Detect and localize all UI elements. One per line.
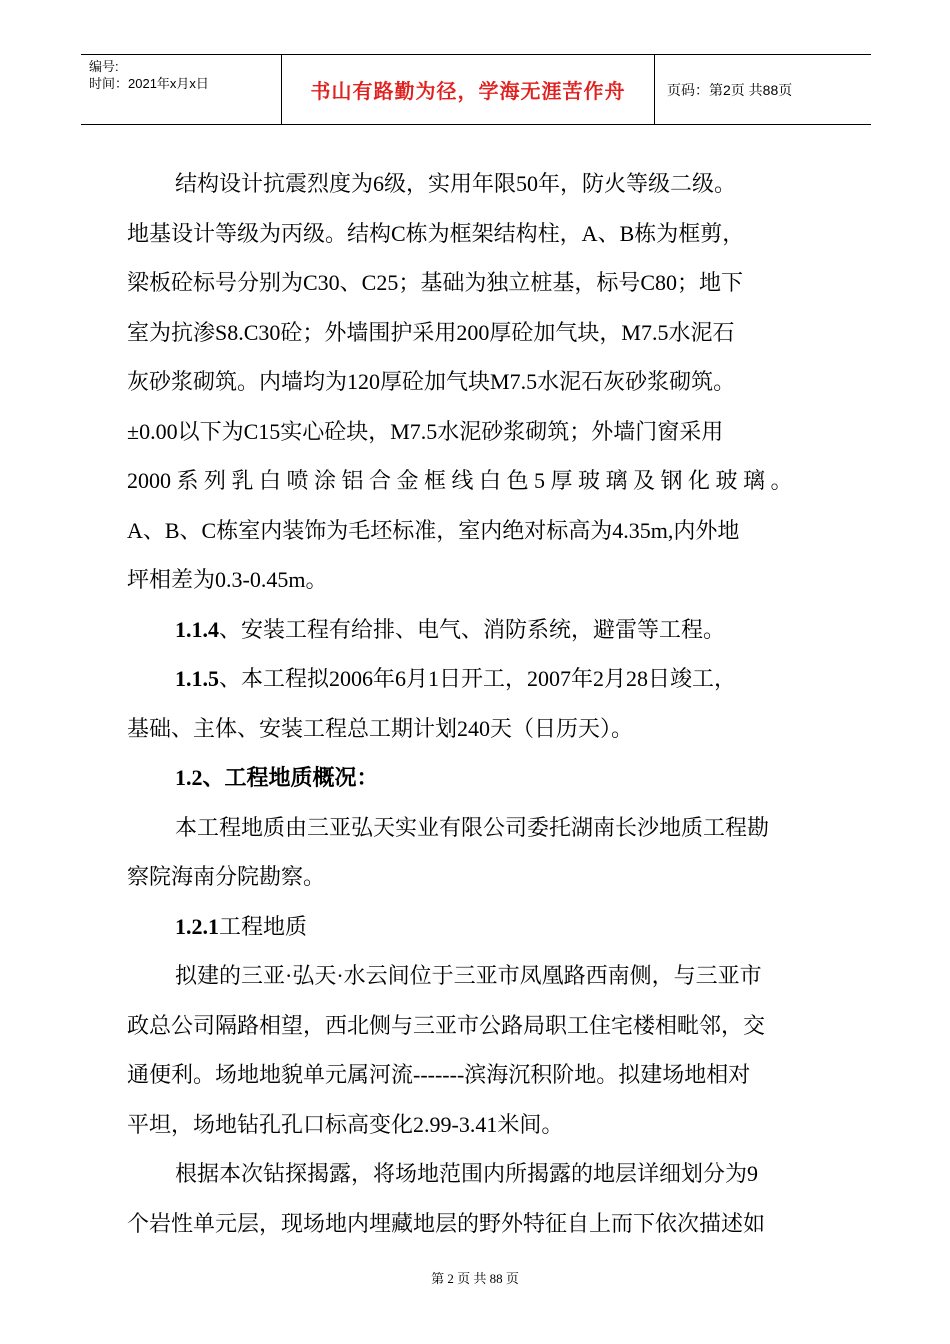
body-line: 平坦，场地钻孔孔口标高变化2.99-3.41米间。 xyxy=(127,1111,564,1137)
body-line: 个岩性单元层，现场地内埋藏地层的野外特征自上而下依次描述如 xyxy=(127,1210,766,1236)
document-time-label: 时间：2021年x月x日 xyxy=(89,76,209,91)
page-header xyxy=(81,54,871,125)
body-line: 梁板砼标号分别为C30、C25；基础为独立桩基，标号C80；地下 xyxy=(127,270,744,295)
document-body xyxy=(127,159,827,1248)
body-line: 拟建的三亚·弘天·水云间位于三亚市凤凰路西南侧，与三亚市 xyxy=(175,963,762,988)
body-line: 地基设计等级为丙级。结构C栋为框架结构柱，A、B栋为框剪， xyxy=(127,220,745,246)
body-line: 灰砂浆砌筑。内墙均为120厚砼加气块M7.5水泥石灰砂浆砌筑。 xyxy=(127,369,736,394)
section-heading-1-2: 1.2、工程地质概况： xyxy=(175,765,379,790)
body-line: 察院海南分院勘察。 xyxy=(127,864,326,889)
body-line: A、B、C栋室内装饰为毛坯标准，室内绝对标高为4.35m,内外地 xyxy=(127,517,740,543)
document-number-label: 编号: xyxy=(89,59,119,74)
body-line: 政总公司隔路相望，西北侧与三亚市公路局职工住宅楼相毗邻，交 xyxy=(127,1012,766,1038)
header-motto: 书山有路勤为径，学海无涯苦作舟 xyxy=(282,55,655,124)
body-line: 坪相差为0.3-0.45m。 xyxy=(127,567,328,592)
body-line: 室为抗渗S8.C30砼；外墙围护采用200厚砼加气块，M7.5水泥石 xyxy=(127,319,735,345)
subsection-title: 工程地质 xyxy=(219,913,308,939)
subsection-1-2-1 xyxy=(127,902,827,952)
item-text: 、安装工程有给排、电气、消防系统，避雷等工程。 xyxy=(219,616,726,642)
header-meta-cell xyxy=(81,55,282,124)
item-1-1-5 xyxy=(127,654,827,704)
body-line: 2000 系 列 乳 白 喷 涂 铝 合 金 框 线 白 色 5 厚 玻 璃 及 钢 化 玻 璃 。 xyxy=(127,468,793,493)
body-line: ±0.00以下为C15实心砼块，M7.5水泥砂浆砌筑；外墙门窗采用 xyxy=(127,418,724,444)
body-line: 基础、主体、安装工程总工期计划240天（日历天）。 xyxy=(127,715,634,741)
body-line: 本工程地质由三亚弘天实业有限公司委托湖南长沙地质工程勘 xyxy=(175,814,770,840)
body-line: 通便利。场地地貌单元属河流-------滨海沉积阶地。拟建场地相对 xyxy=(127,1062,751,1087)
subsection-number: 1.2.1 xyxy=(175,913,219,939)
item-number: 1.1.4 xyxy=(175,616,219,642)
item-1-1-4 xyxy=(127,605,827,655)
item-number: 1.1.5 xyxy=(175,666,219,691)
item-text: 、本工程拟2006年6月1日开工，2007年2月28日竣工， xyxy=(219,666,737,691)
page-footer: 第 2 页 共 88 页 xyxy=(431,1271,519,1286)
header-page-code: 页码：第2页 共88页 xyxy=(667,81,793,98)
body-line: 根据本次钻探揭露，将场地范围内所揭露的地层详细划分为9 xyxy=(175,1161,759,1186)
body-line: 结构设计抗震烈度为6级，实用年限50年，防火等级二级。 xyxy=(175,171,737,196)
